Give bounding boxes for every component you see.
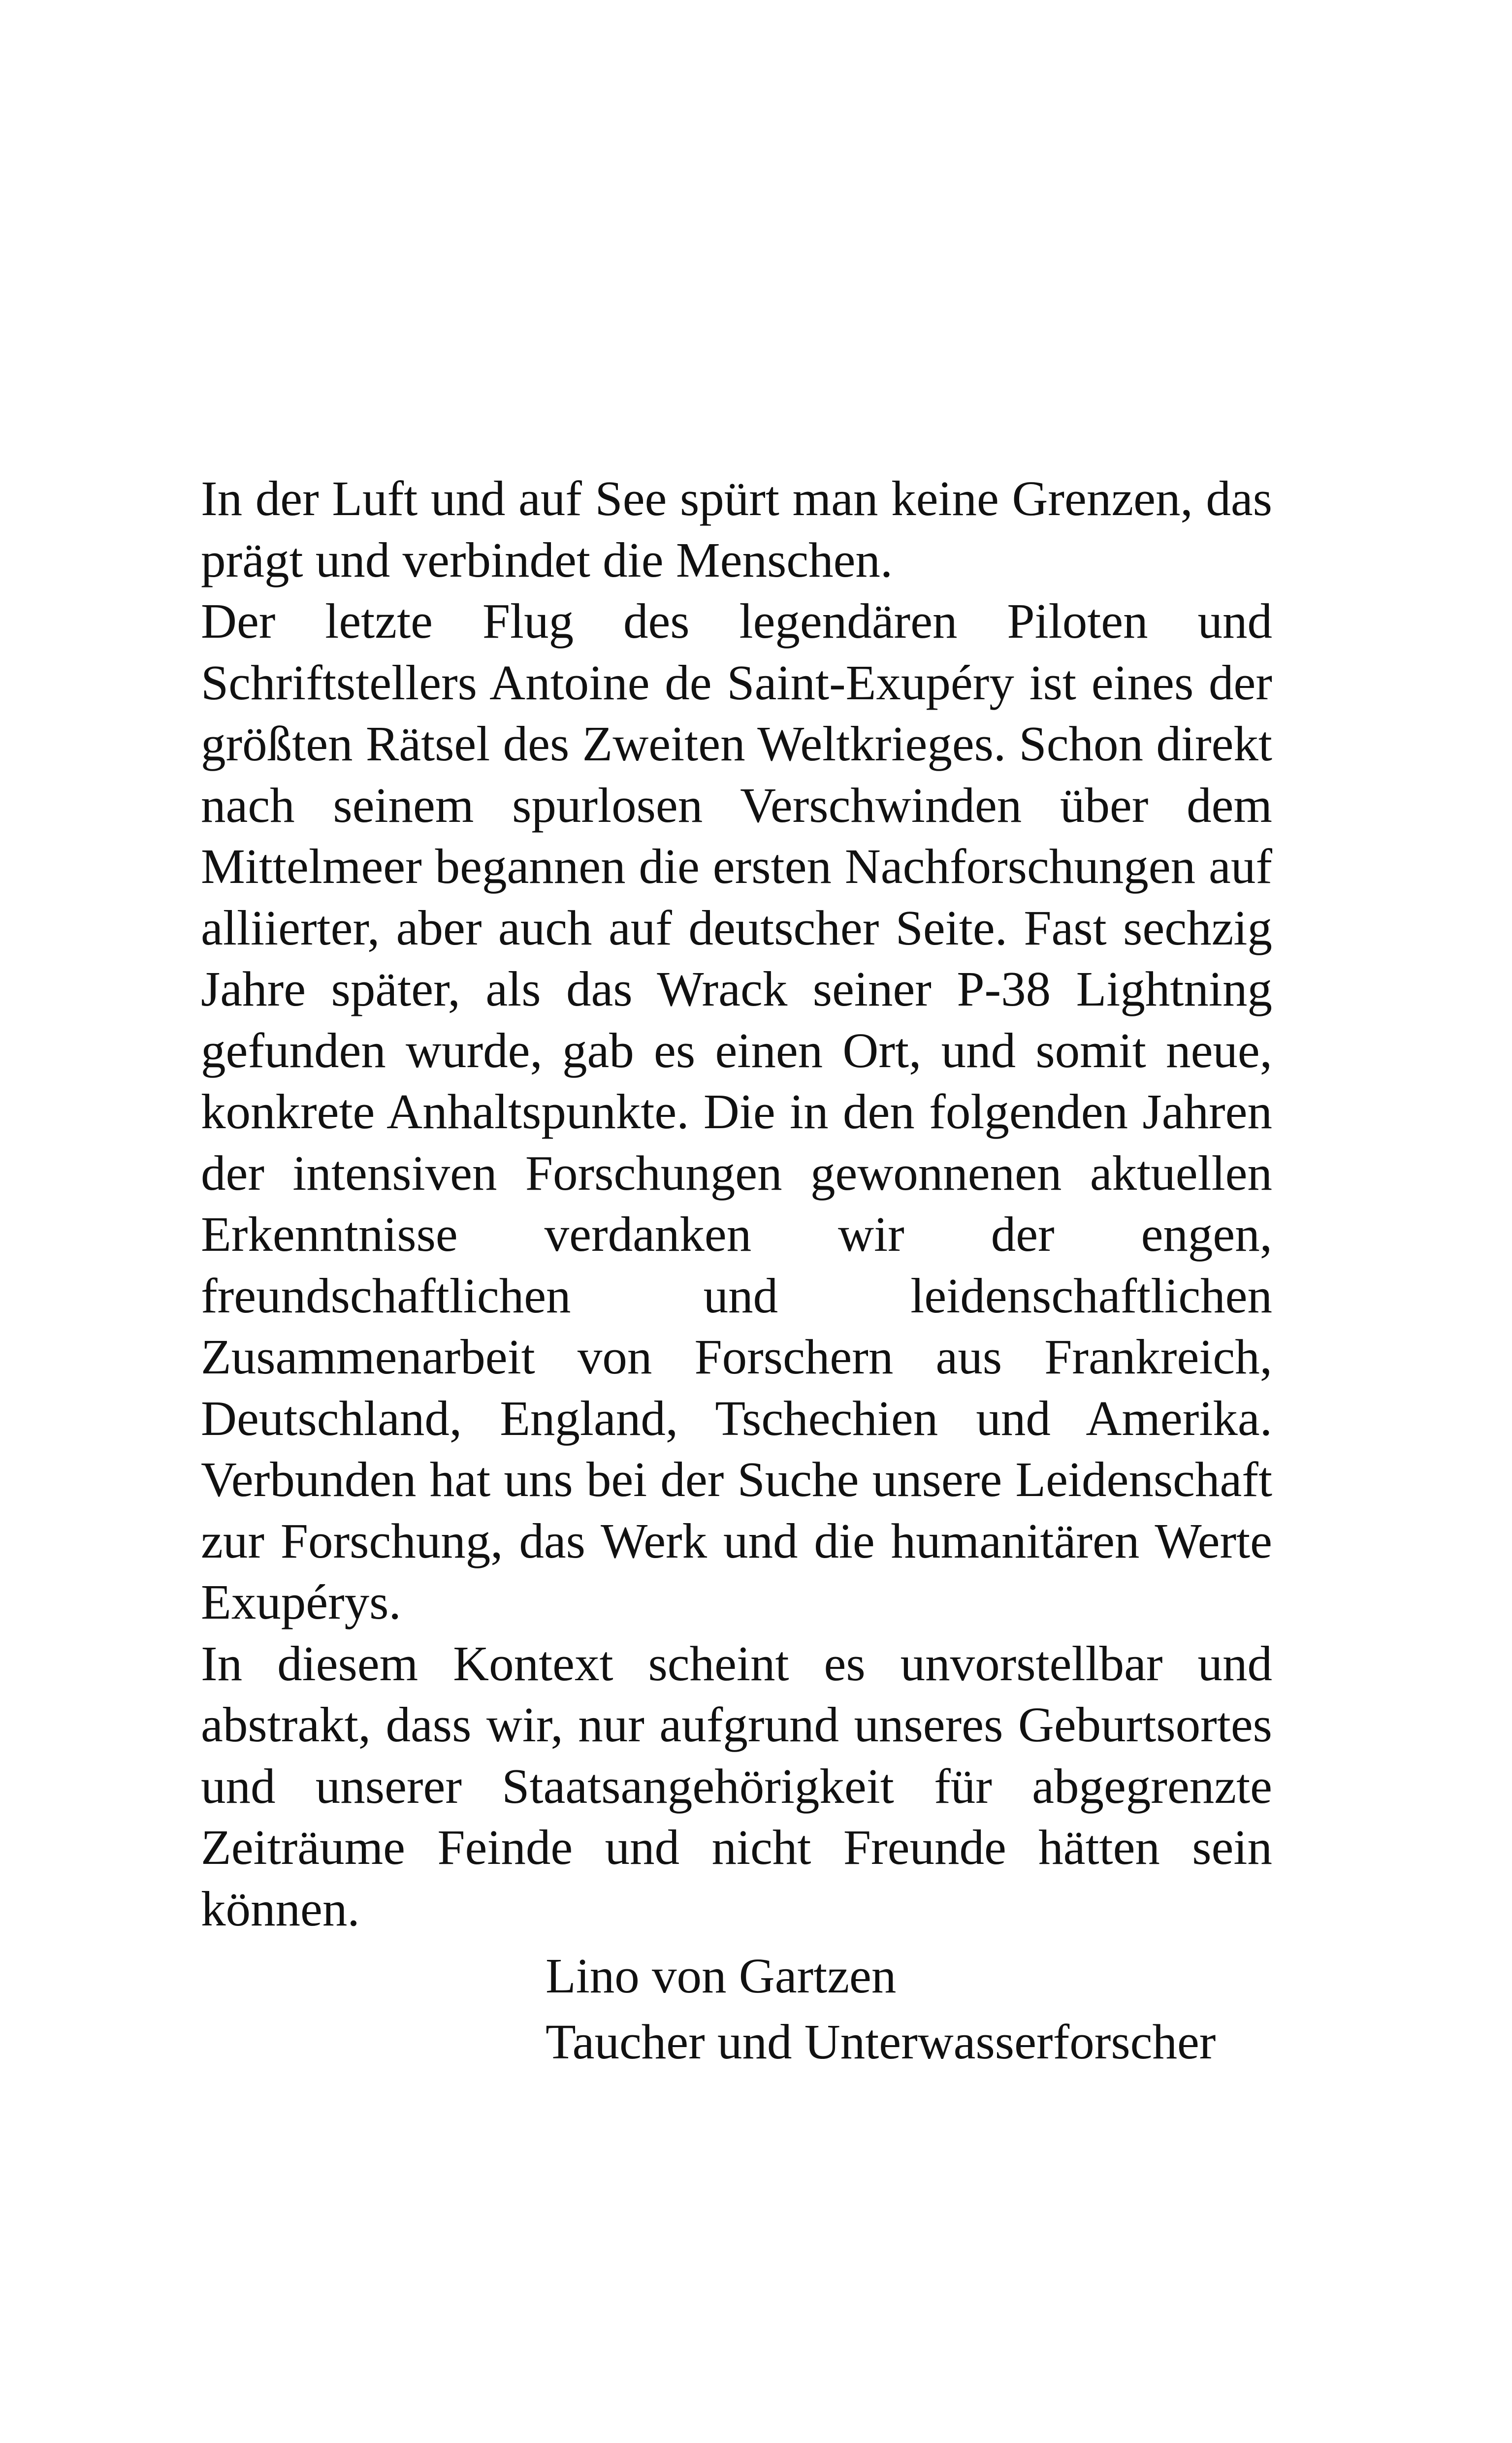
paragraph-closing: In diesem Kontext scheint es unvorstellbar und abstrakt, dass wir, nur aufgrund unseres Geburtsortes und unserer Staatsangehörigkeit für abgegrenzte Zeiträume Feinde und nicht Freunde hätten sein können. — [201, 1635, 1272, 1936]
author-title: Taucher und Unterwasserforscher — [546, 2014, 1216, 2069]
paragraph-main: Der letzte Flug des legendären Piloten und Schriftstellers Antoine de Saint-Exupéry ist eines der größten Rätsel des Zweiten Weltkrieges. Schon direkt nach seinem spurlosen Verschwinden über dem Mittelmeer begannen die ersten Nachforschungen auf alliierter, aber auch auf deutscher Seite. Fast sechzig Jahre später, als das Wrack seiner P-38 Lightning gefunden wurde, gab es einen Ort, und somit neue, konkrete Anhaltspunkte. Die in den folgenden Jahren der intensiven Forschungen gewonnenen aktuellen Erkenntnisse verdanken wir der engen, freundschaftlichen und leidenschaftlichen Zusammenarbeit von Forschern aus Frankreich, Deutschland, England, Tschechien und Amerika. Verbunden hat uns bei der Suche unsere Leidenschaft zur Forschung, das Werk und die humanitären Werte Exupérys. — [201, 593, 1272, 1629]
paragraph-intro: In der Luft und auf See spürt man keine Grenzen, das prägt und verbindet die Menschen. — [201, 471, 1272, 587]
body-text — [201, 468, 1272, 1939]
author-name: Lino von Gartzen — [546, 1948, 897, 2003]
signature-block — [546, 1943, 1383, 2075]
